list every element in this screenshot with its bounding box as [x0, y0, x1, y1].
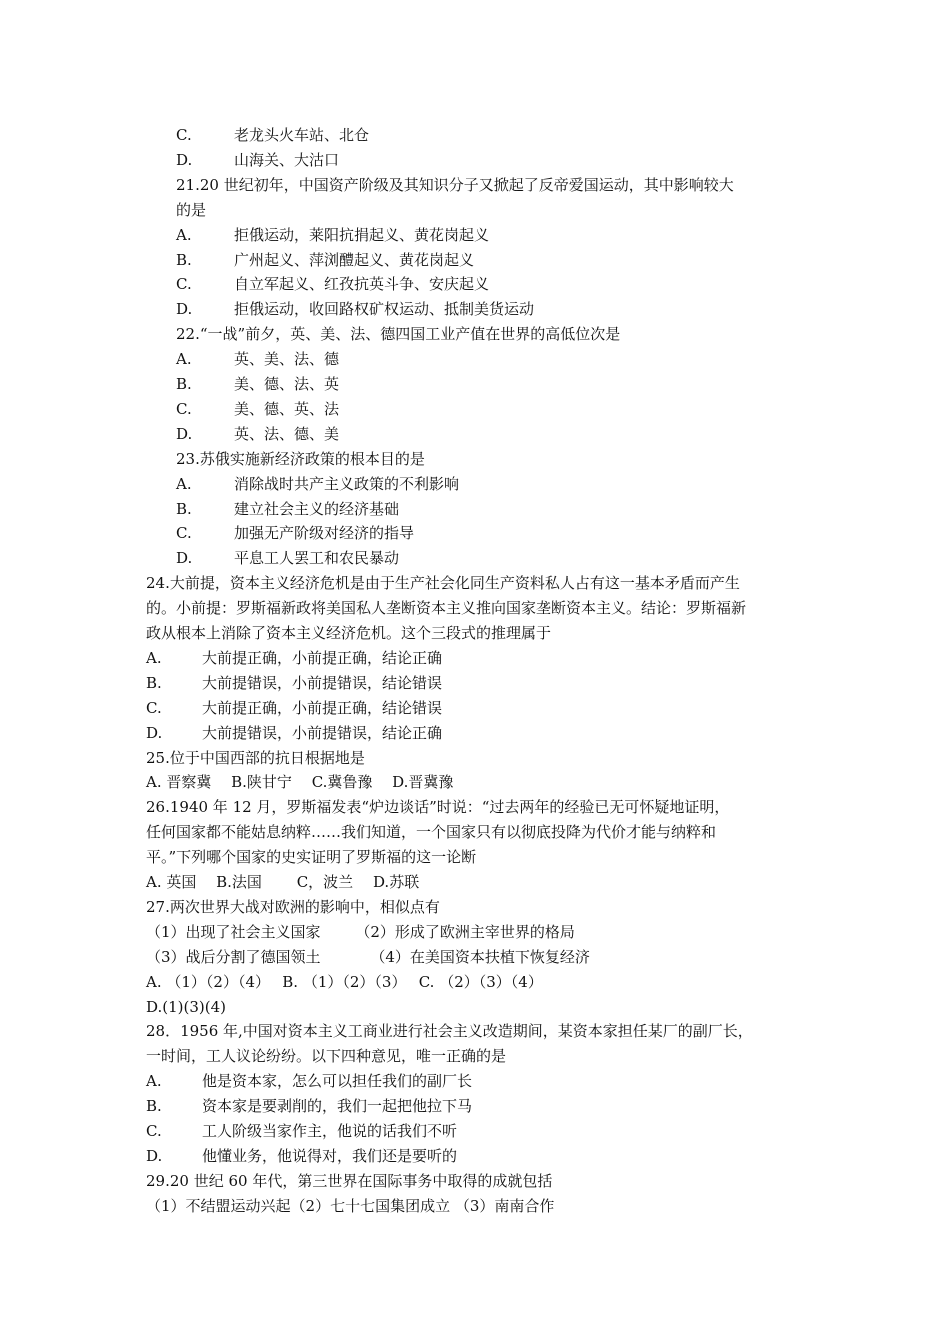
question-text-line: 政从根本上消除了资本主义经济危机。这个三段式的推理属于 — [146, 624, 552, 642]
question-text-line: 任何国家都不能姑息纳粹……我们知道，一个国家只有以彻底投降为代价才能与纳粹和 — [146, 823, 717, 842]
answer-option — [176, 273, 489, 295]
answer-option — [176, 249, 474, 271]
answer-option — [146, 722, 442, 744]
option-text: 加强无产阶级对经济的指导 — [234, 524, 415, 543]
option-key: B. — [146, 673, 162, 692]
answer-option — [176, 348, 339, 370]
option-key: C. — [176, 126, 192, 144]
answer-option — [146, 1145, 457, 1167]
question-text-line: A. 晋察冀 B.陕甘宁 C.冀鲁豫 D.晋冀豫 — [146, 773, 454, 792]
option-text: 消除战时共产主义政策的不利影响 — [234, 474, 460, 493]
question-text-line: 29.20 世纪 60 年代，第三世界在国际事务中取得的成就包括 — [146, 1171, 553, 1190]
answer-option — [146, 1120, 457, 1142]
question-text-line: 24.大前提，资本主义经济危机是由于生产社会化同生产资料私人占有这一基本矛盾而产生 — [146, 574, 740, 593]
option-text: 山海关、大沽口 — [234, 150, 340, 169]
question-text-line: 27.两次世界大战对欧洲的影响中，相似点有 — [146, 897, 440, 916]
option-text: 广州起义、萍浏醴起义、黄花岗起义 — [234, 250, 475, 269]
option-text: 大前提错误，小前提错误，结论错误 — [202, 673, 443, 692]
question-text-line: （1）不结盟运动兴起（2）七十七国集团成立 （3）南南合作 — [146, 1196, 555, 1215]
option-key: C. — [176, 275, 192, 294]
option-key: C. — [146, 1122, 162, 1140]
question-text-line: 的。小前提：罗斯福新政将美国私人垄断资本主义推向国家垄断资本主义。结论：罗斯福新 — [146, 599, 747, 618]
answer-option — [176, 373, 339, 395]
option-text: 大前提正确，小前提正确，结论正确 — [202, 648, 443, 667]
option-key: D. — [176, 424, 193, 443]
option-text: 工人阶级当家作主，他说的话我们不听 — [202, 1122, 458, 1140]
option-key: B. — [176, 250, 192, 269]
question-text-line: A. 英国 B.法国 C，波兰 D.苏联 — [146, 873, 420, 891]
question-text-line: 平。”下列哪个国家的史实证明了罗斯福的这一论断 — [146, 848, 477, 867]
answer-option — [146, 1070, 472, 1092]
answer-option — [176, 298, 534, 320]
option-text: 老龙头火车站、北仓 — [234, 126, 370, 144]
question-text-line: 一时间，工人议论纷纷。以下四种意见，唯一正确的是 — [146, 1047, 507, 1066]
option-key: D. — [176, 300, 193, 319]
question-text-line: 22.“一战”前夕，英、美、法、德四国工业产值在世界的高低位次是 — [176, 325, 621, 344]
option-key: D. — [146, 1146, 163, 1165]
answer-option — [176, 149, 339, 171]
question-text-line: 26.1940 年 12 月，罗斯福发表“炉边谈话”时说：“过去两年的经验已无可怀疑地证明， — [146, 798, 730, 817]
question-text-line: 21.20 世纪初年，中国资产阶级及其知识分子又掀起了反帝爱国运动，其中影响较大 — [176, 175, 734, 194]
option-text: 大前提正确，小前提正确，结论错误 — [202, 698, 443, 717]
question-text-line: 的是 — [176, 200, 207, 219]
option-text: 大前提错误，小前提错误，结论正确 — [202, 723, 443, 742]
option-key: B. — [176, 375, 192, 393]
option-text: 拒俄运动，收回路权矿权运动、抵制美货运动 — [234, 300, 535, 319]
option-key: A. — [176, 474, 192, 493]
option-key: B. — [146, 1097, 162, 1116]
option-text: 建立社会主义的经济基础 — [234, 499, 400, 518]
option-key: C. — [146, 698, 162, 717]
question-text-line: （1）出现了社会主义国家 （2）形成了欧洲主宰世界的格局 — [146, 922, 575, 941]
answer-option — [176, 224, 489, 246]
option-text: 他是资本家，怎么可以担任我们的副厂长 — [202, 1072, 473, 1091]
answer-option — [176, 498, 399, 520]
question-text-line: （3）战后分割了德国领土 （4）在美国资本扶植下恢复经济 — [146, 947, 590, 966]
question-text-line: A. （1）（2）（4） B. （1）（2）（3） C. （2）（3）（4） — [146, 972, 543, 991]
answer-option — [146, 1095, 472, 1117]
option-key: A. — [176, 225, 192, 244]
option-text: 他懂业务，他说得对，我们还是要听的 — [202, 1146, 458, 1165]
answer-option — [146, 697, 442, 719]
option-key: C. — [176, 524, 192, 543]
option-text: 拒俄运动，莱阳抗捐起义、黄花岗起义 — [234, 225, 490, 244]
answer-option — [176, 398, 339, 420]
option-text: 美、德、英、法 — [234, 399, 340, 418]
option-key: D. — [146, 723, 163, 742]
question-text-line: D.(1)(3)(4) — [146, 997, 227, 1016]
option-text: 英、美、法、德 — [234, 350, 340, 369]
option-text: 平息工人罢工和农民暴动 — [234, 549, 400, 568]
option-key: C. — [176, 399, 192, 418]
answer-option — [176, 547, 399, 569]
answer-option — [176, 124, 369, 146]
option-text: 英、法、德、美 — [234, 424, 340, 443]
option-key: B. — [176, 499, 192, 518]
answer-option — [146, 647, 442, 669]
answer-option — [176, 522, 414, 544]
question-text-line: 23.苏俄实施新经济政策的根本目的是 — [176, 449, 425, 468]
option-key: D. — [176, 150, 193, 169]
option-key: A. — [176, 350, 192, 369]
answer-option — [146, 672, 442, 694]
question-text-line: 28．1956 年,中国对资本主义工商业进行社会主义改造期间，某资本家担任某厂的副厂长， — [146, 1022, 753, 1041]
option-key: A. — [146, 648, 162, 667]
option-text: 自立军起义、红孜抗英斗争、安庆起义 — [234, 275, 490, 294]
option-key: D. — [176, 549, 193, 568]
option-key: A. — [146, 1072, 162, 1091]
answer-option — [176, 423, 339, 445]
option-text: 资本家是要剥削的，我们一起把他拉下马 — [202, 1097, 473, 1116]
option-text: 美、德、法、英 — [234, 375, 340, 393]
question-text-line: 25.位于中国西部的抗日根据地是 — [146, 748, 365, 767]
answer-option — [176, 473, 459, 495]
